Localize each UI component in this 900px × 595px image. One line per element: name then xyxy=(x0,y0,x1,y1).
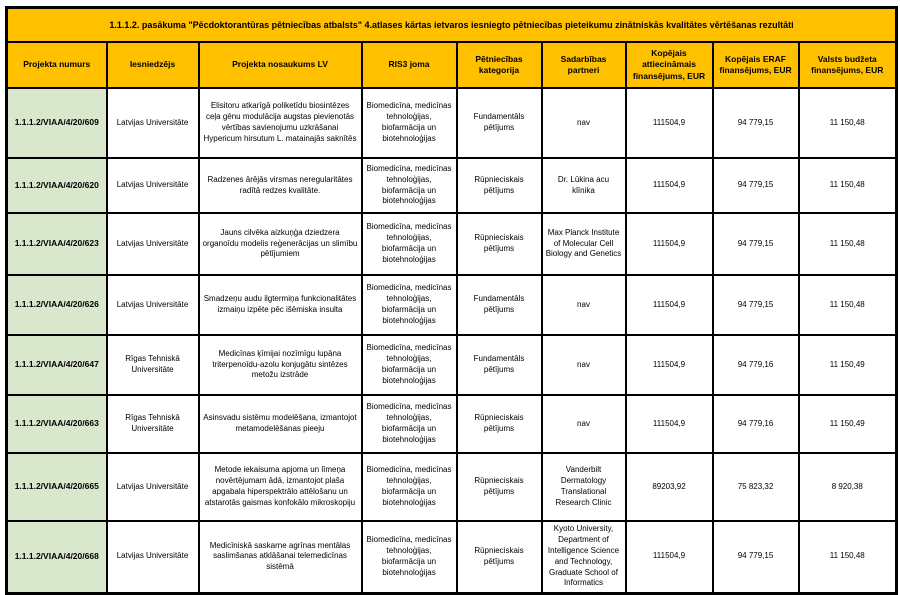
ris3-cell: Biomedicīna, medicīnas tehnoloģijas, biofarmācija un biotehnoloģijas xyxy=(362,335,457,395)
table-row xyxy=(7,275,897,335)
applicant-cell: Latvijas Universitāte xyxy=(107,213,199,275)
eraf-funding-cell: 94 779,16 xyxy=(713,335,799,395)
state-budget-cell: 11 150,49 xyxy=(799,395,897,453)
ris3-cell: Biomedicīna, medicīnas tehnoloģijas, biofarmācija un biotehnoloģijas xyxy=(362,213,457,275)
project-title-cell: Asinsvadu sistēmu modelēšana, izmantojot metamodelēšanas pieeju xyxy=(199,395,362,453)
state-budget-cell: 11 150,48 xyxy=(799,275,897,335)
project-number-cell: 1.1.1.2/VIAA/4/20/626 xyxy=(7,275,107,335)
state-budget-cell: 8 920,38 xyxy=(799,453,897,521)
table-body xyxy=(7,88,897,593)
partners-cell: Dr. Lūkina acu klīnika xyxy=(542,158,626,213)
eraf-funding-cell: 94 779,15 xyxy=(713,521,799,593)
page-title: 1.1.1.2. pasākuma "Pēcdoktorantūras pētniecības atbalsts" 4.atlases kārtas ietvaros iesniegto pētniecības pieteikumu zinātniskās kvalitātes vērtēšanas rezultāti xyxy=(7,8,897,43)
column-header-row xyxy=(7,42,897,88)
total-funding-cell: 111504,9 xyxy=(626,395,713,453)
ris3-cell: Biomedicīna, medicīnas tehnoloģijas, biofarmācija un biotehnoloģijas xyxy=(362,275,457,335)
partners-cell: Vanderbilt Dermatology Translational Research Clinic xyxy=(542,453,626,521)
title-row xyxy=(7,8,897,43)
eraf-funding-cell: 94 779,15 xyxy=(713,158,799,213)
table-row xyxy=(7,335,897,395)
applicant-cell: Latvijas Universitāte xyxy=(107,88,199,158)
project-title-cell: Medicīniskā saskarne agrīnas mentālas saslimšanas atklāšanai telemedicīnas sistēmā xyxy=(199,521,362,593)
partners-cell: nav xyxy=(542,395,626,453)
eraf-funding-cell: 75 823,32 xyxy=(713,453,799,521)
state-budget-cell: 11 150,49 xyxy=(799,335,897,395)
category-cell: Fundamentāls pētījums xyxy=(457,88,542,158)
table-row xyxy=(7,213,897,275)
col-header-kopejais-attiecinamais: Kopējais attiecināmais finansējums, EUR xyxy=(626,42,713,88)
category-cell: Rūpnieciskais pētījums xyxy=(457,213,542,275)
applicant-cell: Rīgas Tehniskā Universitāte xyxy=(107,395,199,453)
table-row xyxy=(7,521,897,593)
partners-cell: nav xyxy=(542,335,626,395)
state-budget-cell: 11 150,48 xyxy=(799,521,897,593)
ris3-cell: Biomedicīna, medicīnas tehnoloģijas, biofarmācija un biotehnoloģijas xyxy=(362,158,457,213)
category-cell: Fundamentāls pētījums xyxy=(457,275,542,335)
col-header-projekta-numurs: Projekta numurs xyxy=(7,42,107,88)
category-cell: Rūpnieciskais pētījums xyxy=(457,521,542,593)
eraf-funding-cell: 94 779,15 xyxy=(713,213,799,275)
partners-cell: Max Planck Institute of Molecular Cell Biology and Genetics xyxy=(542,213,626,275)
eraf-funding-cell: 94 779,15 xyxy=(713,88,799,158)
total-funding-cell: 111504,9 xyxy=(626,213,713,275)
applicant-cell: Latvijas Universitāte xyxy=(107,453,199,521)
partners-cell: nav xyxy=(542,88,626,158)
project-title-cell: Elisitoru atkarīgā poliketīdu biosintēzes ceļa gēnu modulācija augstas pievienotās vērtības savienojumu uzkrāšanai Hypericum hirsutum L. matainajās saknītēs xyxy=(199,88,362,158)
applicant-cell: Latvijas Universitāte xyxy=(107,521,199,593)
project-number-cell: 1.1.1.2/VIAA/4/20/668 xyxy=(7,521,107,593)
total-funding-cell: 111504,9 xyxy=(626,158,713,213)
project-number-cell: 1.1.1.2/VIAA/4/20/663 xyxy=(7,395,107,453)
applicant-cell: Latvijas Universitāte xyxy=(107,158,199,213)
ris3-cell: Biomedicīna, medicīnas tehnoloģijas, biofarmācija un biotehnoloģijas xyxy=(362,88,457,158)
col-header-valsts-budzeta: Valsts budžeta finansējums, EUR xyxy=(799,42,897,88)
project-number-cell: 1.1.1.2/VIAA/4/20/647 xyxy=(7,335,107,395)
table-row xyxy=(7,158,897,213)
total-funding-cell: 111504,9 xyxy=(626,275,713,335)
category-cell: Rūpnieciskais pētījums xyxy=(457,453,542,521)
results-table xyxy=(5,6,898,595)
project-title-cell: Smadzeņu audu ilgtermiņa funkcionalitātes izmaiņu izpēte pēc išēmiska insulta xyxy=(199,275,362,335)
col-header-iesniedzejs: Iesniedzējs xyxy=(107,42,199,88)
state-budget-cell: 11 150,48 xyxy=(799,213,897,275)
project-title-cell: Metode iekaisuma apjoma un līmeņa novērtējumam ādā, izmantojot plaša apgabala hiperspektrālo attēlošanu un atstarotās gaismas konfokālo mikroskopiju xyxy=(199,453,362,521)
col-header-ris3-joma: RIS3 joma xyxy=(362,42,457,88)
ris3-cell: Biomedicīna, medicīnas tehnoloģijas, biofarmācija un biotehnoloģijas xyxy=(362,521,457,593)
total-funding-cell: 111504,9 xyxy=(626,521,713,593)
partners-cell: nav xyxy=(542,275,626,335)
eraf-funding-cell: 94 779,15 xyxy=(713,275,799,335)
applicant-cell: Latvijas Universitāte xyxy=(107,275,199,335)
table-row xyxy=(7,453,897,521)
ris3-cell: Biomedicīna, medicīnas tehnoloģijas, biofarmācija un biotehnoloģijas xyxy=(362,395,457,453)
applicant-cell: Rīgas Tehniskā Universitāte xyxy=(107,335,199,395)
state-budget-cell: 11 150,48 xyxy=(799,88,897,158)
project-number-cell: 1.1.1.2/VIAA/4/20/609 xyxy=(7,88,107,158)
partners-cell: Kyoto University, Department of Intelligence Science and Technology, Graduate School of Informatics xyxy=(542,521,626,593)
project-number-cell: 1.1.1.2/VIAA/4/20/623 xyxy=(7,213,107,275)
project-title-cell: Jauns cilvēka aizkuņģa dziedzera organoīdu modelis reģenerācijas un slimību pētījumiem xyxy=(199,213,362,275)
category-cell: Rūpnieciskais pētījums xyxy=(457,158,542,213)
table-row xyxy=(7,395,897,453)
project-title-cell: Medicīnas ķīmijai nozīmīgu lupāna triterpenoīdu-azolu konjugātu sintēzes metožu izstrāde xyxy=(199,335,362,395)
total-funding-cell: 111504,9 xyxy=(626,335,713,395)
project-number-cell: 1.1.1.2/VIAA/4/20/665 xyxy=(7,453,107,521)
col-header-kopejais-eraf: Kopējais ERAF finansējums, EUR xyxy=(713,42,799,88)
table-row xyxy=(7,88,897,158)
category-cell: Rūpnieciskais pētījums xyxy=(457,395,542,453)
col-header-petniecibas-kategorija: Pētniecības kategorija xyxy=(457,42,542,88)
col-header-sadarbibas-partneri: Sadarbības partneri xyxy=(542,42,626,88)
ris3-cell: Biomedicīna, medicīnas tehnoloģijas, biofarmācija un biotehnoloģijas xyxy=(362,453,457,521)
total-funding-cell: 89203,92 xyxy=(626,453,713,521)
eraf-funding-cell: 94 779,16 xyxy=(713,395,799,453)
category-cell: Fundamentāls pētījums xyxy=(457,335,542,395)
project-number-cell: 1.1.1.2/VIAA/4/20/620 xyxy=(7,158,107,213)
total-funding-cell: 111504,9 xyxy=(626,88,713,158)
project-title-cell: Radzenes ārējās virsmas neregularitātes radītā redzes kvalitāte. xyxy=(199,158,362,213)
state-budget-cell: 11 150,48 xyxy=(799,158,897,213)
col-header-projekta-nosaukums: Projekta nosaukums LV xyxy=(199,42,362,88)
